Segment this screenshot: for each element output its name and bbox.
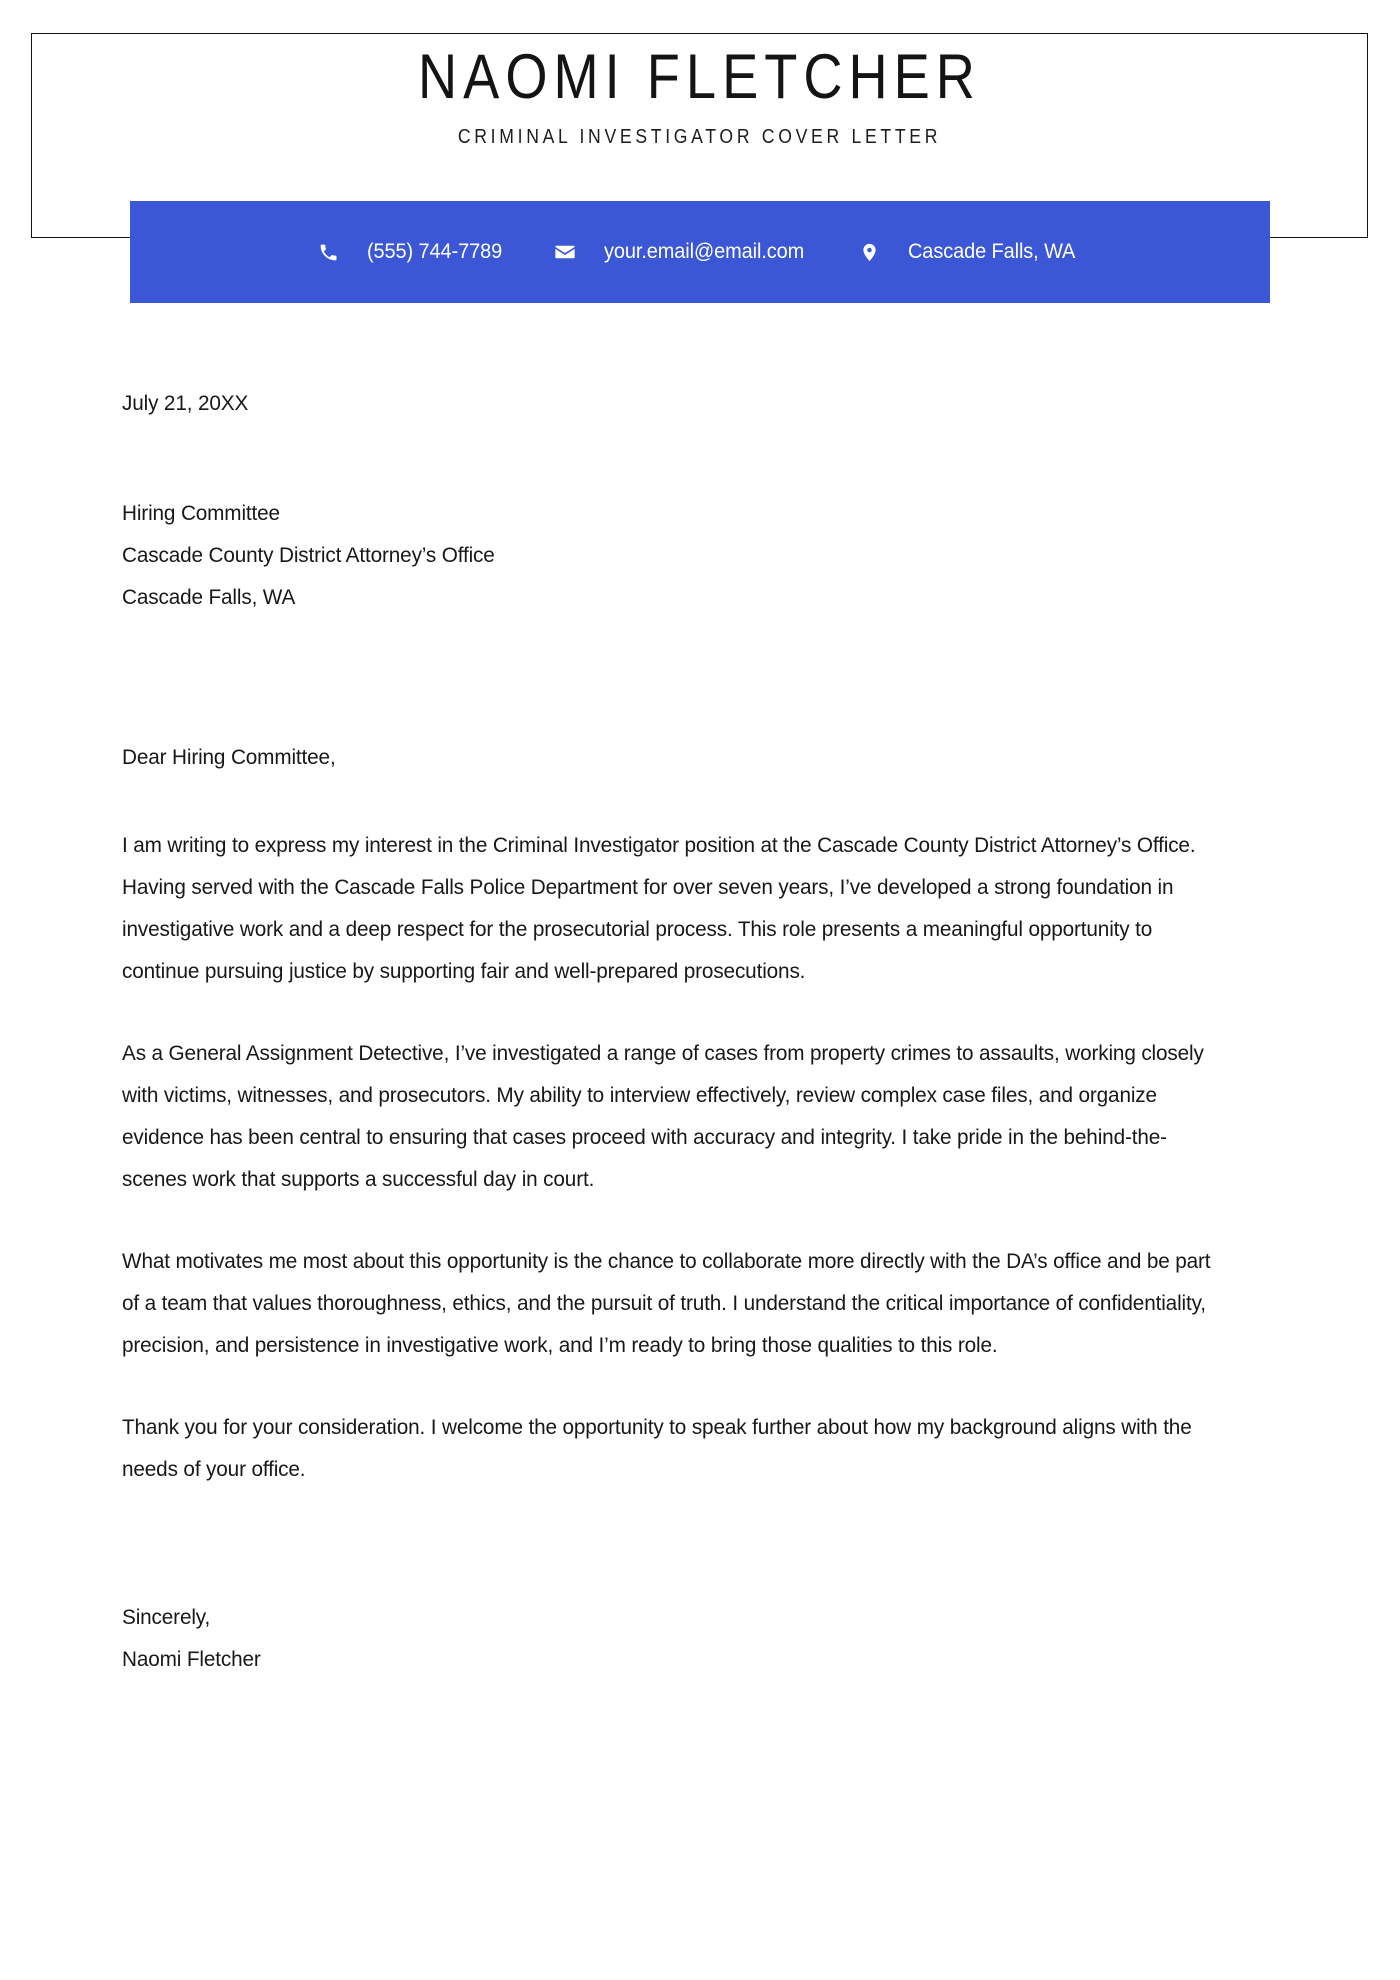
map-pin-icon	[856, 239, 882, 265]
recipient-line-3: Cascade Falls, WA	[122, 585, 296, 609]
envelope-icon	[552, 239, 578, 265]
letter-date: July 21, 20XX	[122, 391, 249, 415]
phone-icon	[315, 239, 341, 265]
letter-paragraph: I am writing to express my interest in the Criminal Investigator position at the Cascade County District Attorney’s Office. Having served with the Cascade Falls Police Department for over seven years, I’ve developed a strong foundation in investigative work and a deep respect for the prosecutorial process. This role presents a meaningful opportunity to continue pursuing justice by supporting fair and well-prepared prosecutions.	[122, 833, 1196, 983]
page-title: NAOMI FLETCHER	[418, 42, 981, 112]
letter-body	[122, 382, 1257, 1680]
contact-bar	[130, 201, 1270, 303]
contact-email-value: your.email@email.com	[603, 240, 804, 263]
recipient-line-1: Hiring Committee	[122, 501, 280, 525]
letter-paragraph: As a General Assignment Detective, I’ve investigated a range of cases from property crimes to assaults, working closely with victims, witnesses, and prosecutors. My ability to interview effectively, review complex case files, and organize evidence has been central to ensuring that cases proceed with accuracy and integrity. I take pride in the behind-the-scenes work that supports a successful day in court.	[122, 1041, 1204, 1191]
contact-location-value: Cascade Falls, WA	[908, 240, 1076, 263]
letter-paragraph: Thank you for your consideration. I welcome the opportunity to speak further about how my background aligns with the needs of your office.	[122, 1415, 1192, 1481]
letter-salutation: Dear Hiring Committee,	[122, 745, 336, 769]
closing-block	[122, 1596, 1257, 1680]
letter-paragraph: What motivates me most about this opportunity is the chance to collaborate more directly with the DA’s office and be part of a team that values thoroughness, ethics, and the pursuit of truth. I understand the critical importance of confidentiality, precision, and persistence in investigative work, and I’m ready to bring those qualities to this role.	[122, 1249, 1211, 1357]
contact-location[interactable]	[856, 239, 1084, 265]
recipient-line-2: Cascade County District Attorney’s Office	[122, 543, 495, 567]
recipient-block	[122, 492, 1257, 618]
document-header	[0, 0, 1400, 320]
signature-name: Naomi Fletcher	[122, 1647, 261, 1671]
contact-phone-value: (555) 744-7789	[367, 240, 503, 263]
contact-phone[interactable]	[315, 239, 509, 265]
closing-salutation: Sincerely,	[122, 1605, 211, 1629]
contact-email[interactable]	[552, 239, 815, 265]
document-subtitle: CRIMINAL INVESTIGATOR COVER LETTER	[457, 126, 942, 148]
